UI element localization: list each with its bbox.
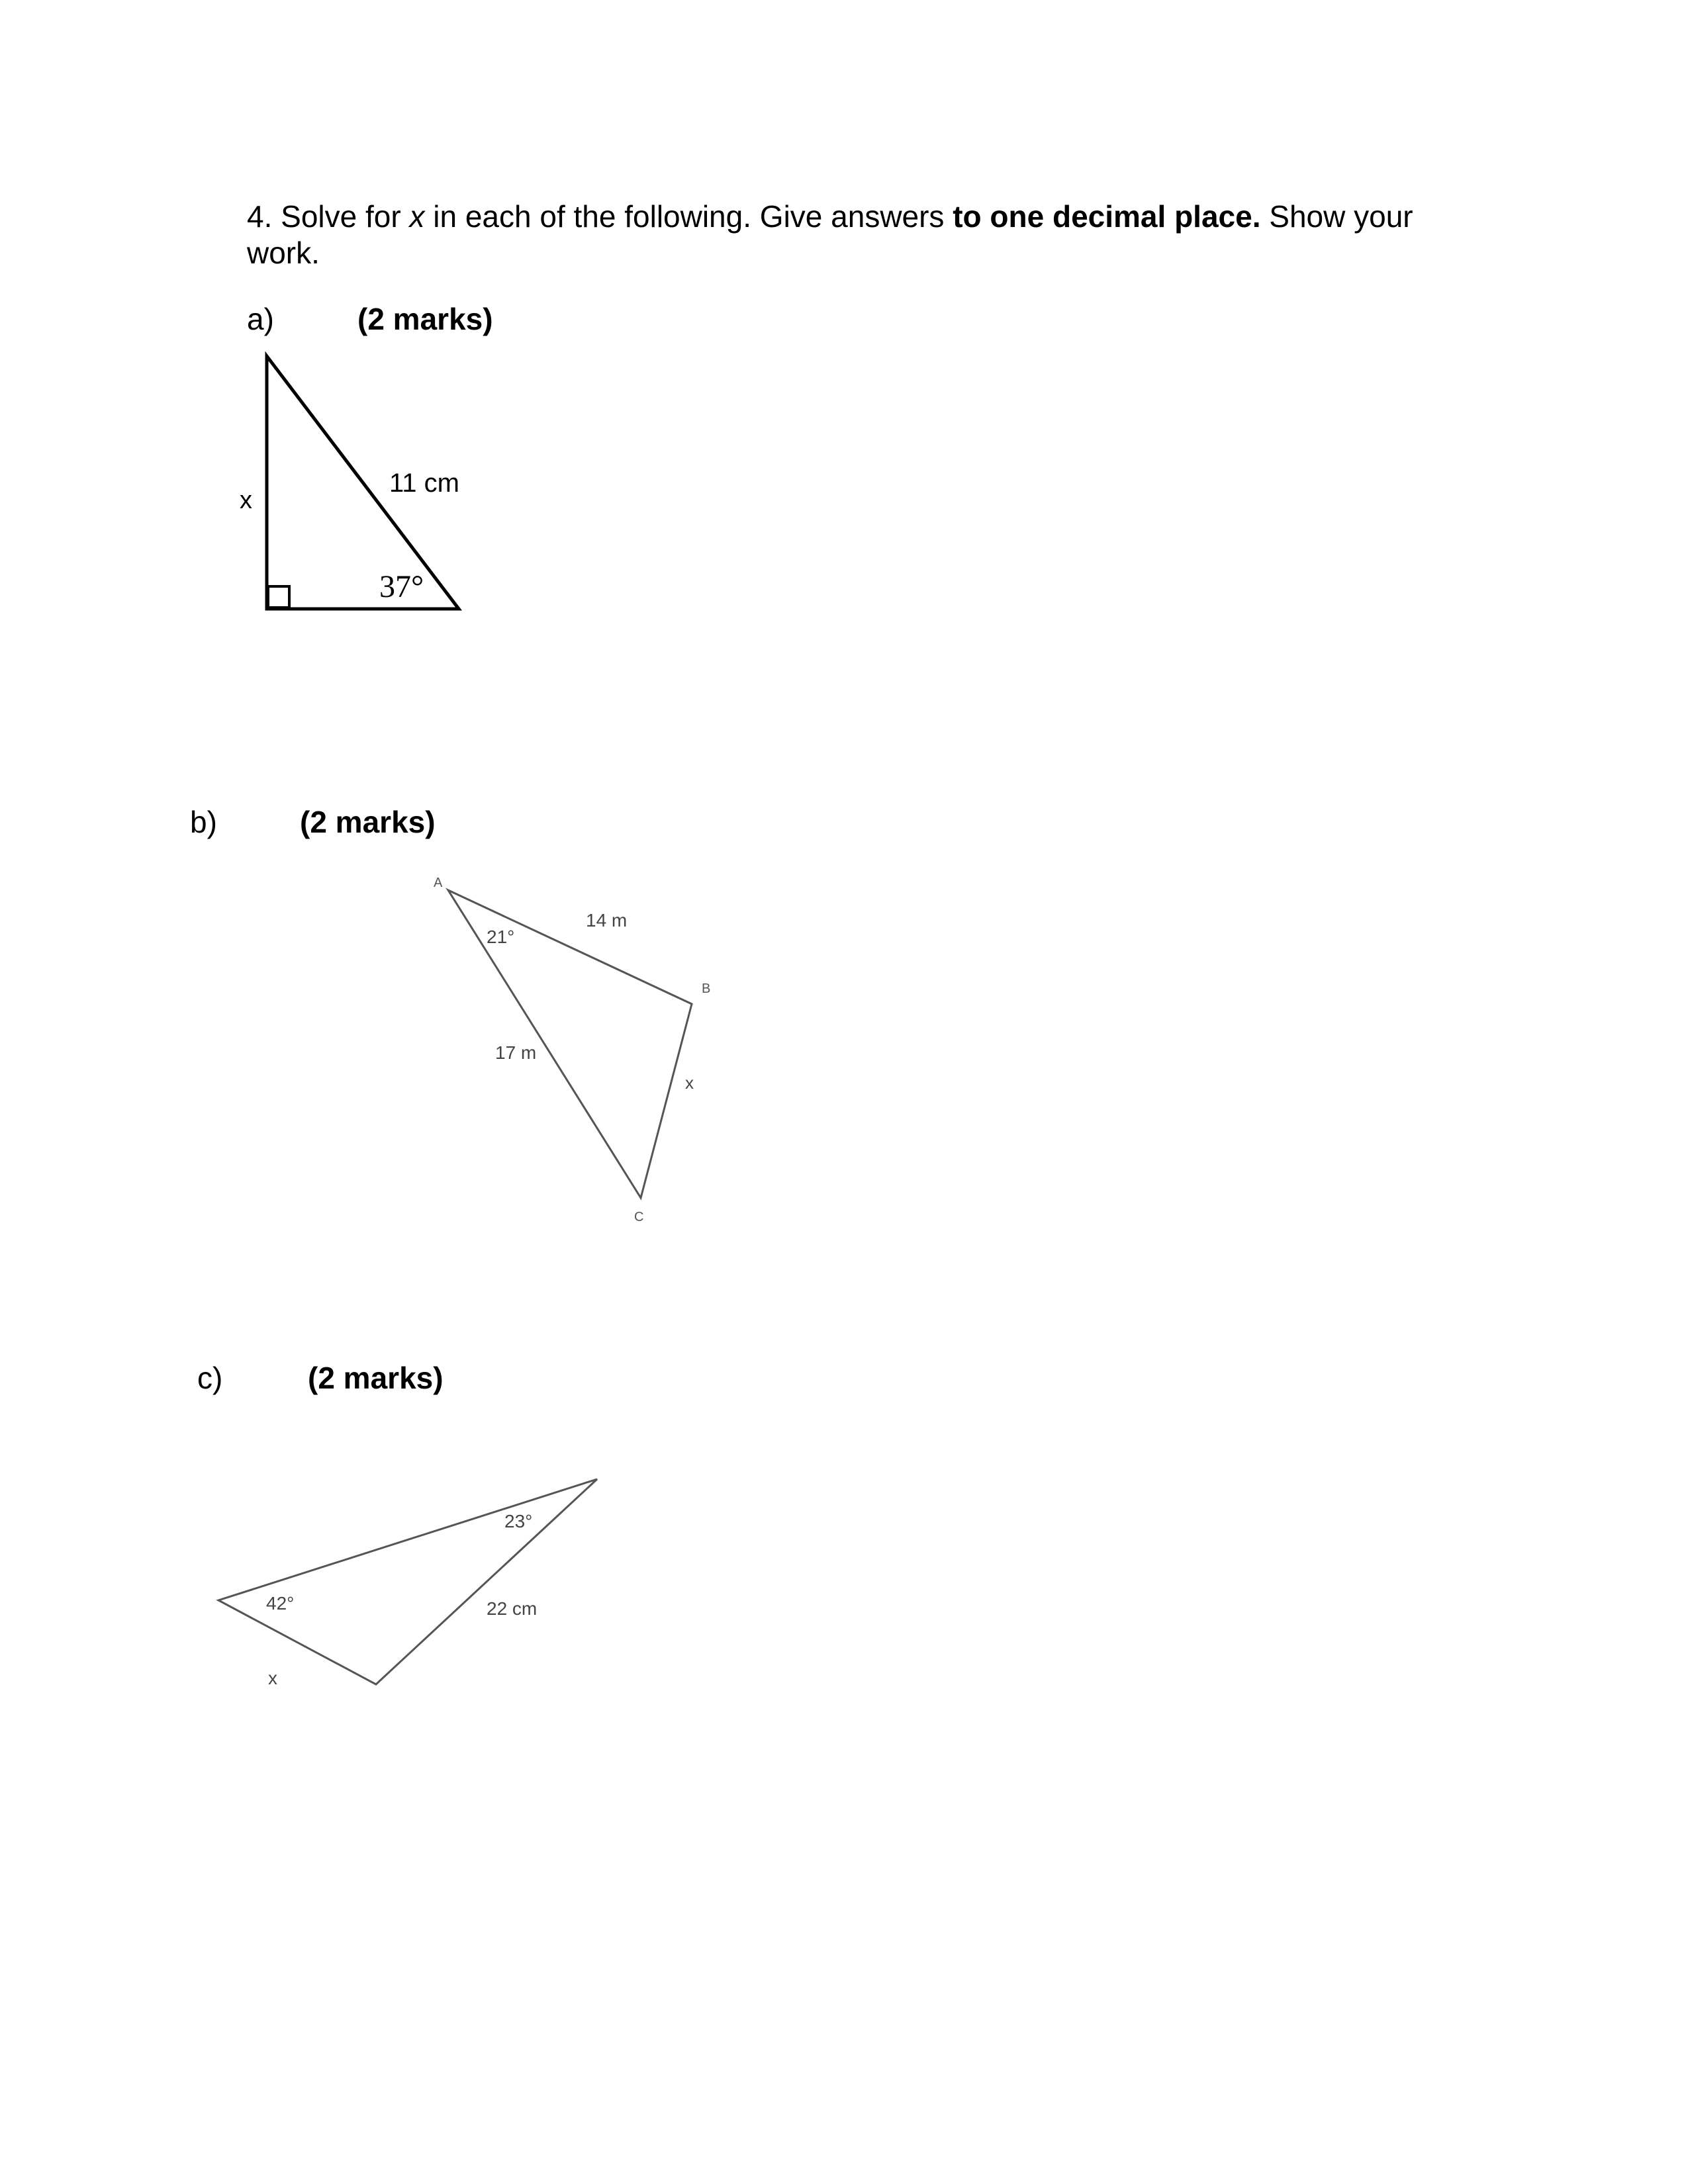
figure-c-angle-left-label: 42° — [266, 1593, 295, 1614]
figure-b — [434, 876, 710, 1224]
part-a-marks: (2 marks) — [357, 302, 493, 336]
part-c-label: c) — [197, 1361, 223, 1395]
prompt-emphasis: to one decimal place. — [953, 199, 1261, 234]
figure-a — [240, 356, 459, 609]
figure-a-hypotenuse-label: 11 cm — [389, 469, 459, 498]
prompt-variable: x — [409, 199, 425, 234]
figure-b-angle-a-label: 21° — [487, 927, 515, 947]
part-b-marks: (2 marks) — [300, 805, 436, 839]
question-number: 4. — [247, 199, 273, 234]
figure-b-vertex-b: B — [702, 981, 711, 996]
figure-b-side-bc-label: x — [685, 1073, 694, 1093]
prompt-text-1: Solve for — [272, 199, 410, 234]
figure-a-angle-label: 37° — [379, 569, 424, 604]
part-c-marks: (2 marks) — [308, 1361, 444, 1395]
figure-b-vertex-c: C — [634, 1210, 644, 1224]
figure-a-right-angle-marker — [268, 586, 289, 608]
part-a-label: a) — [247, 302, 274, 336]
figure-b-vertex-a: A — [434, 876, 443, 890]
figure-c-side-label: 22 cm — [487, 1598, 538, 1619]
part-b-label: b) — [190, 805, 217, 839]
figure-a-side-x-label: x — [240, 486, 252, 514]
figure-c-side-x-label: x — [268, 1668, 277, 1688]
figure-b-side-ac-label: 17 m — [495, 1042, 537, 1063]
figure-c-triangle — [218, 1479, 597, 1684]
figure-b-triangle — [448, 890, 692, 1198]
prompt-text-2: in each of the following. Give answers — [424, 199, 953, 234]
figure-c — [218, 1479, 597, 1688]
figure-b-side-ab-label: 14 m — [586, 910, 628, 931]
prompt-text-3: Show your work. — [247, 199, 1413, 270]
figure-c-angle-top-label: 23° — [504, 1511, 533, 1531]
